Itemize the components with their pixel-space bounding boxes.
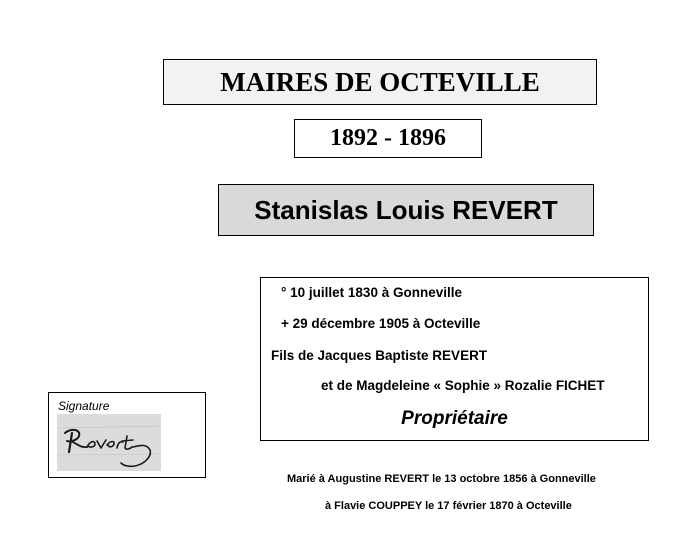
signature-image xyxy=(57,414,161,471)
years-box xyxy=(294,119,482,158)
biography-box xyxy=(260,277,649,441)
signature-label: Signature xyxy=(58,399,110,413)
mandate-years: 1892 - 1896 xyxy=(330,125,446,151)
title-box xyxy=(163,59,597,105)
birth-line: ° 10 juillet 1830 à Gonneville xyxy=(281,285,462,300)
page-title: MAIRES DE OCTEVILLE xyxy=(220,66,540,97)
signature-box xyxy=(48,392,206,478)
marriage-line-2: à Flavie COUPPEY le 17 février 1870 à Octeville xyxy=(325,500,572,512)
marriage-line-1: Marié à Augustine REVERT le 13 octobre 1856 à Gonneville xyxy=(287,473,596,485)
death-line: + 29 décembre 1905 à Octeville xyxy=(281,316,481,331)
mayor-name-box xyxy=(218,184,594,236)
mayor-name: Stanislas Louis REVERT xyxy=(254,194,558,225)
mother-line: et de Magdeleine « Sophie » Rozalie FICHET xyxy=(321,378,605,393)
father-line: Fils de Jacques Baptiste REVERT xyxy=(271,348,488,363)
occupation-line: Propriétaire xyxy=(401,408,508,429)
